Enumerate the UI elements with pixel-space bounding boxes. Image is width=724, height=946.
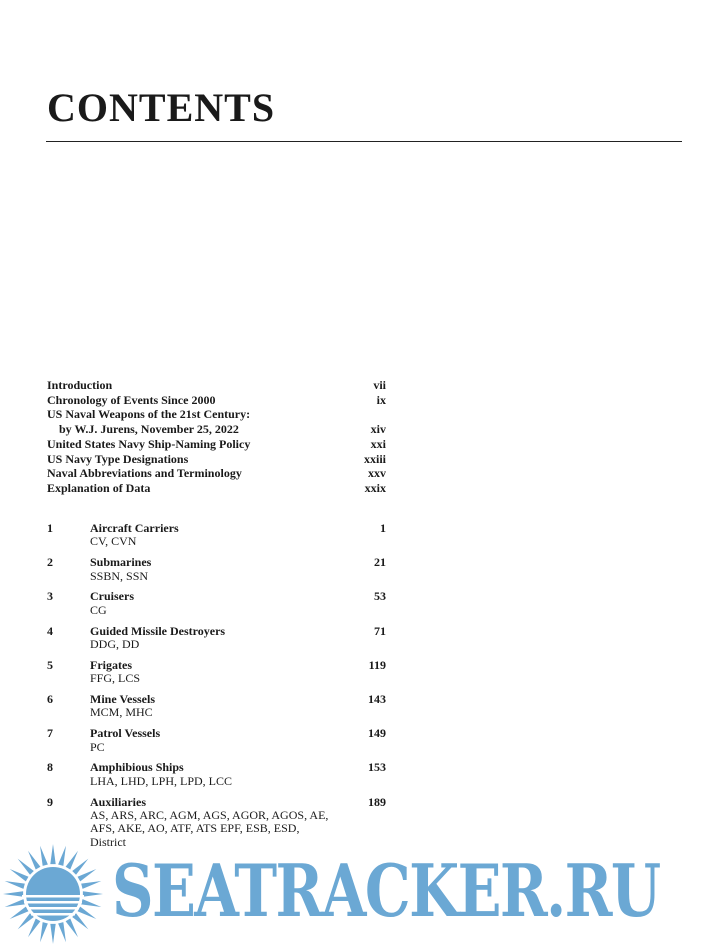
front-matter-page: xxiii (363, 451, 386, 466)
front-matter-page: xxv (368, 466, 386, 481)
chapter-number: 4 (47, 623, 53, 638)
chapter-entry[interactable] (47, 625, 386, 652)
front-matter-item[interactable] (47, 437, 386, 452)
front-matter-title: by W.J. Jurens, November 25, 2022 (59, 422, 239, 437)
front-matter-item[interactable] (47, 452, 386, 467)
front-matter-item[interactable] (47, 422, 386, 437)
chapter-number: 8 (47, 760, 53, 775)
front-matter-title: US Navy Type Designations (47, 451, 189, 466)
chapter-types: SSBN, SSN (90, 568, 149, 583)
chapter-list (47, 522, 386, 856)
chapter-title: Patrol Vessels (90, 726, 161, 741)
front-matter-page: xxi (370, 436, 386, 451)
front-matter-page: xiv (370, 422, 386, 437)
front-matter-title: Introduction (47, 378, 113, 392)
chapter-title: Amphibious Ships (90, 760, 184, 775)
chapter-types: DDG, DD (90, 636, 140, 651)
chapter-title: Aircraft Carriers (90, 521, 179, 535)
chapter-title: Frigates (90, 657, 132, 672)
front-matter-item[interactable] (47, 407, 386, 422)
watermark (0, 838, 724, 946)
chapter-entry[interactable] (47, 556, 386, 583)
front-matter-title: United States Navy Ship-Naming Policy (47, 436, 251, 451)
chapter-entry[interactable] (47, 727, 386, 754)
chapter-types: FFG, LCS (90, 671, 141, 686)
chapter-types: PC (90, 739, 105, 754)
chapter-entry[interactable] (47, 693, 386, 720)
front-matter-list (47, 378, 386, 496)
chapter-page: 1 (380, 521, 386, 535)
page-title: CONTENTS (47, 85, 276, 130)
chapter-entry[interactable] (47, 659, 386, 686)
chapter-page: 21 (374, 555, 386, 570)
chapter-number: 9 (47, 794, 53, 809)
front-matter-title: US Naval Weapons of the 21st Century: (47, 407, 251, 422)
front-matter-item[interactable] (47, 378, 386, 393)
chapter-page: 143 (368, 691, 386, 706)
chapter-number: 5 (47, 657, 53, 672)
chapter-number: 3 (47, 589, 53, 604)
chapter-entry[interactable] (47, 761, 386, 788)
front-matter-title: Explanation of Data (47, 480, 151, 495)
chapter-page: 71 (374, 623, 386, 638)
front-matter-item[interactable] (47, 481, 386, 496)
chapter-page: 153 (368, 760, 386, 775)
chapter-title: Submarines (90, 555, 152, 570)
chapter-number: 6 (47, 691, 53, 706)
chapter-types: MCM, MHC (90, 705, 153, 720)
front-matter-page: vii (373, 378, 386, 392)
watermark-text: SEATRACKER.RU (112, 848, 660, 933)
front-matter-title: Naval Abbreviations and Terminology (47, 466, 242, 481)
chapter-page: 149 (368, 726, 386, 741)
chapter-types: CG (90, 602, 107, 617)
chapter-title: Cruisers (90, 589, 134, 604)
chapter-title: Guided Missile Destroyers (90, 623, 226, 638)
front-matter-page: xxix (364, 480, 386, 495)
chapter-entry[interactable] (47, 590, 386, 617)
chapter-title: Auxiliaries (90, 794, 146, 809)
chapter-entry[interactable] (47, 522, 386, 549)
chapter-number: 1 (47, 521, 53, 535)
sun-logo-icon (0, 842, 106, 946)
chapter-types: AS, ARS, ARC, AGM, AGS, AGOR, AGOS, AE, AFS, AKE, AO, ATF, ATS EPF, ESB, ESD, District (90, 807, 329, 849)
chapter-number: 2 (47, 555, 53, 570)
front-matter-title: Chronology of Events Since 2000 (47, 392, 216, 407)
front-matter-page: ix (376, 392, 386, 407)
chapter-page: 53 (374, 589, 386, 604)
front-matter-item[interactable] (47, 466, 386, 481)
chapter-types: CV, CVN (90, 534, 137, 549)
front-matter-item[interactable] (47, 393, 386, 408)
chapter-page: 119 (368, 657, 386, 672)
chapter-page: 189 (368, 794, 386, 809)
title-divider (46, 141, 682, 142)
chapter-title: Mine Vessels (90, 691, 156, 706)
chapter-number: 7 (47, 726, 53, 741)
chapter-types: LHA, LHD, LPH, LPD, LCC (90, 773, 233, 788)
